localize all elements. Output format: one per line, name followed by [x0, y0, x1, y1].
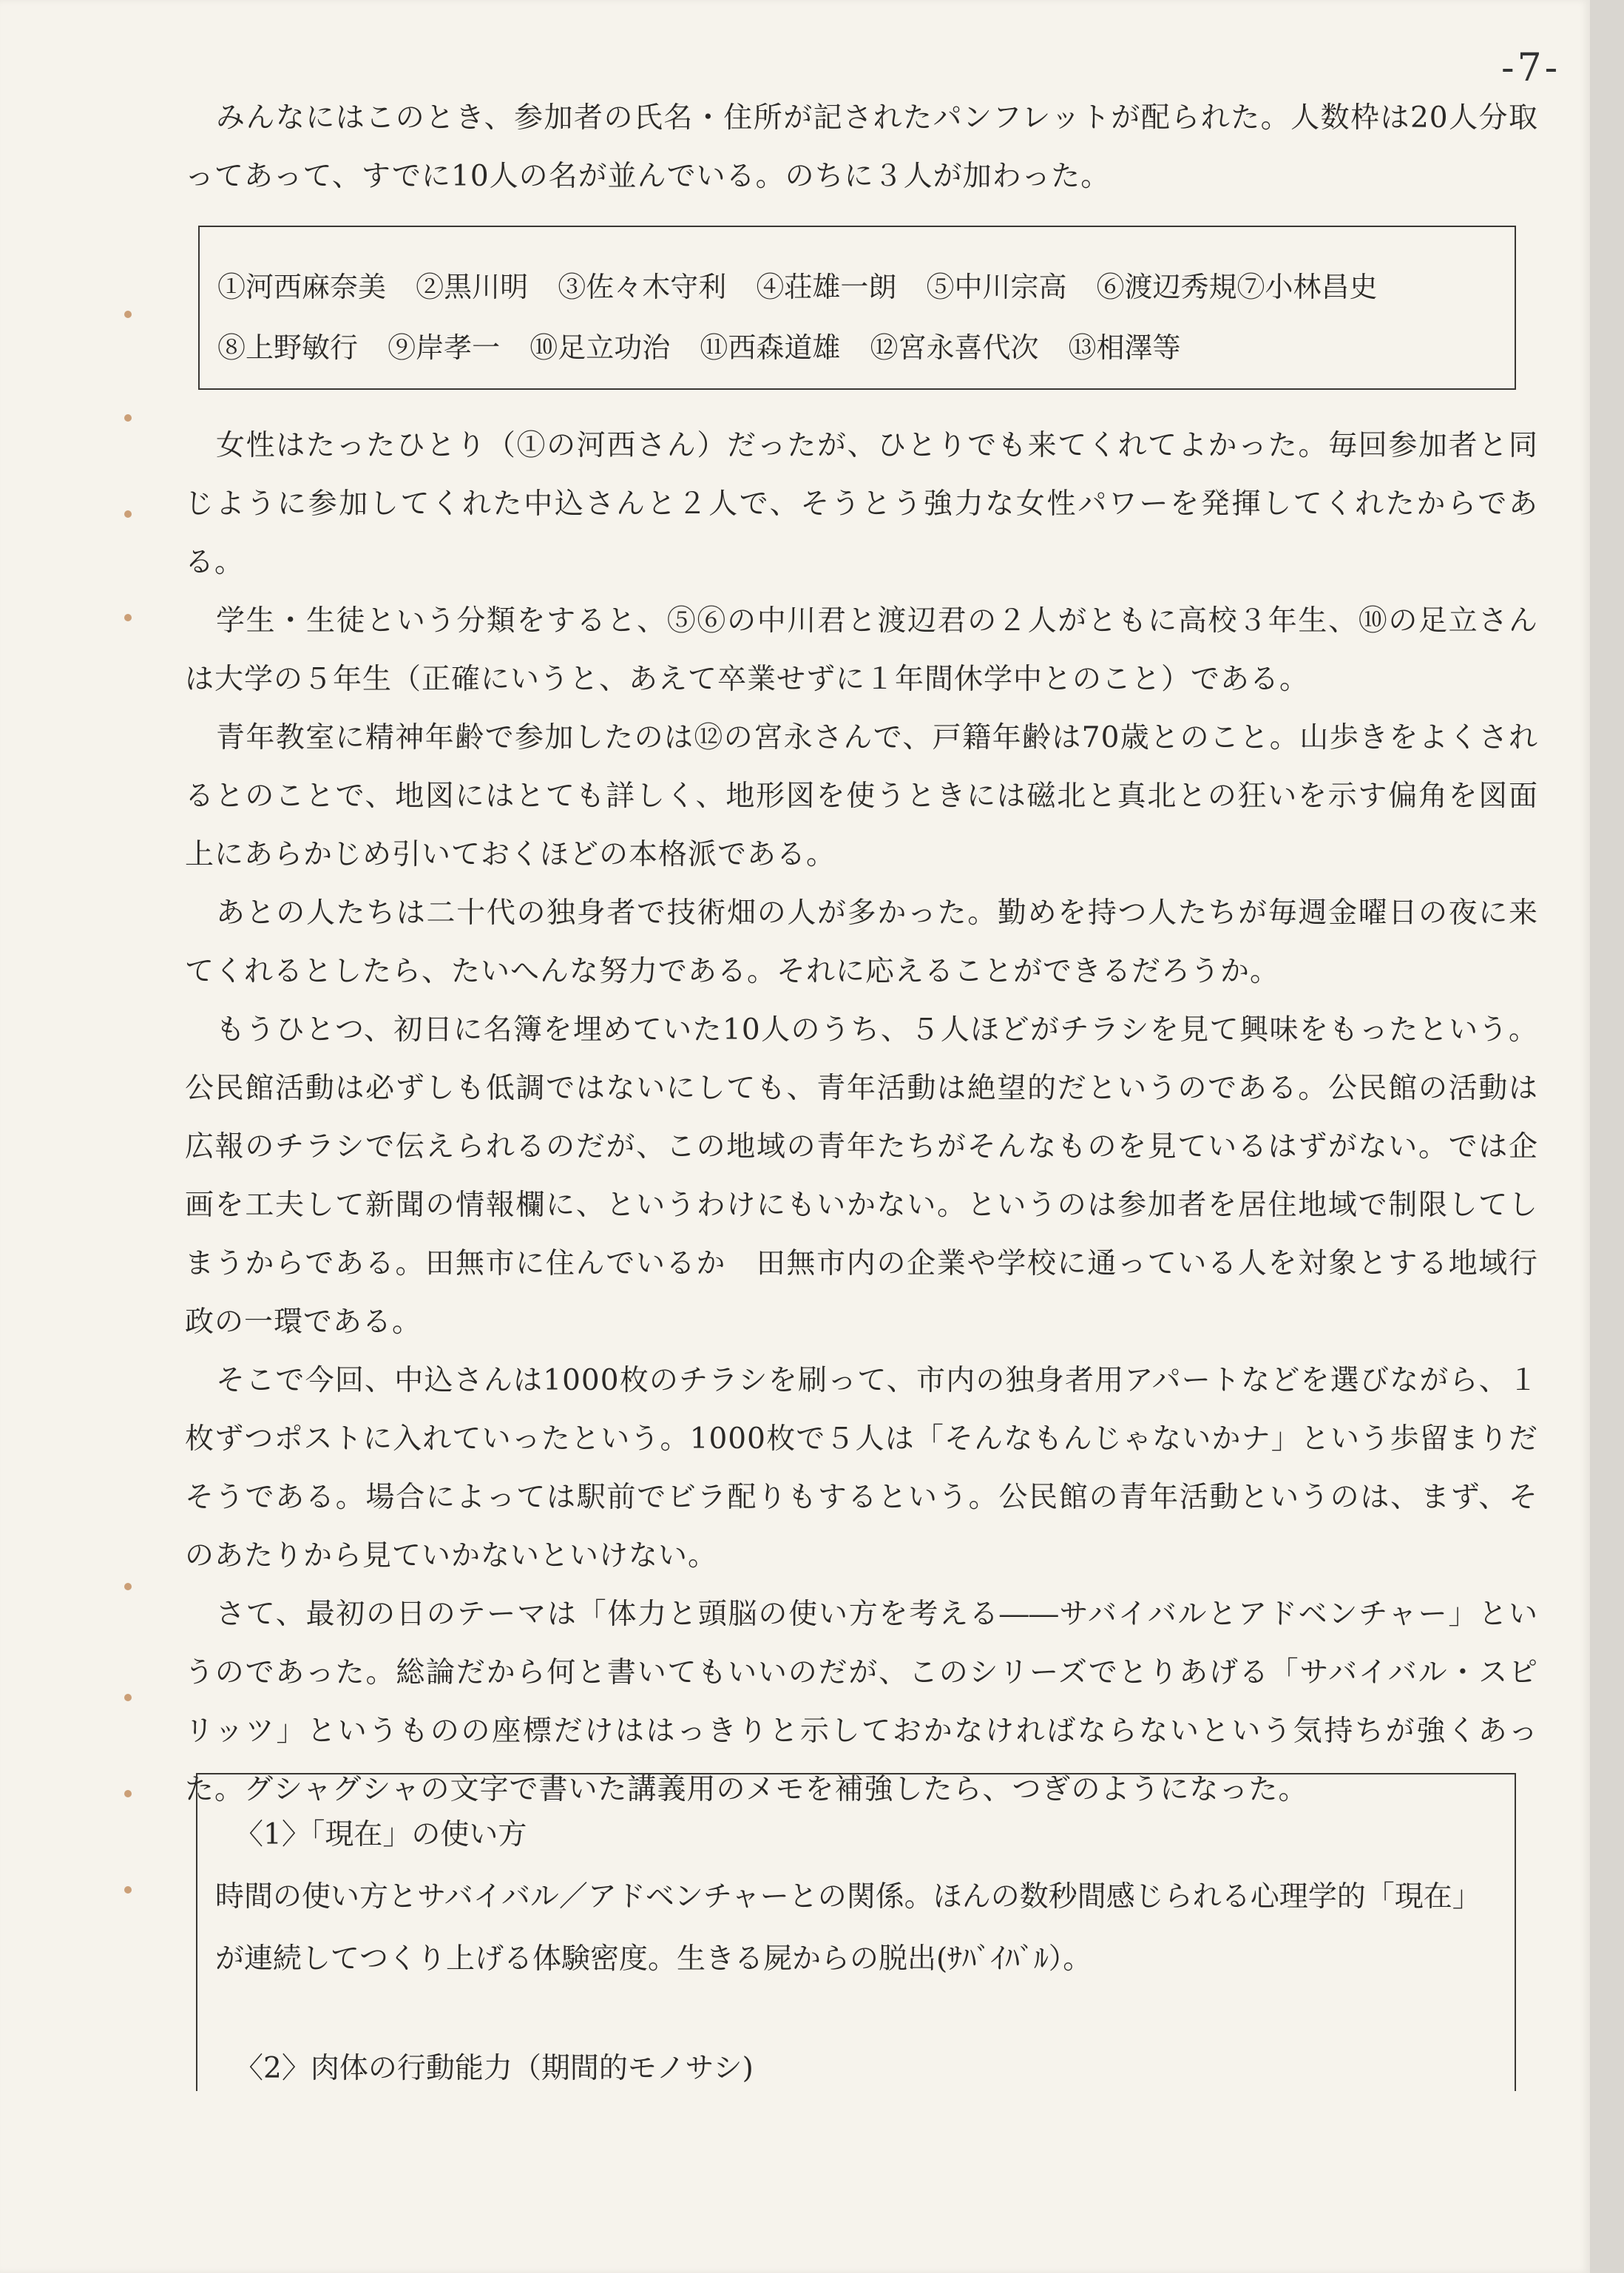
- punch-hole: [124, 1886, 132, 1894]
- punch-hole: [124, 1583, 132, 1590]
- participant-name: ⑩足立功治: [530, 331, 671, 364]
- punch-hole: [124, 311, 132, 318]
- participant-list-box: [198, 226, 1516, 390]
- punch-hole: [124, 1790, 132, 1797]
- participant-name: ③佐々木守利: [558, 271, 727, 303]
- lecture-outline-box: [196, 1773, 1516, 2091]
- paragraph: 女性はたったひとり（①の河西さん）だったが、ひとりでも来てくれてよかった。毎回参加者と同じように参加してくれた中込さんと２人で、そうとう強力な女性パワーを発揮してくれたからである。: [185, 429, 1538, 579]
- participant-name: ⑨岸孝一: [388, 331, 501, 364]
- participant-name: ⑧上野敏行: [217, 331, 359, 364]
- page-number: -7-: [1501, 46, 1561, 90]
- participant-name: ④荘雄一朗: [756, 271, 897, 303]
- paragraph: 学生・生徒という分類をすると、⑤⑥の中川君と渡辺君の２人がともに高校３年生、⑩の足立さんは大学の５年生（正確にいうと、あえて卒業せずに１年間休学中とのこと）である。: [185, 604, 1538, 696]
- body-text: [185, 416, 1538, 1819]
- participant-name: ⑫宮永喜代次: [870, 331, 1039, 364]
- paragraph: さて、最初の日のテーマは「体力と頭脳の使い方を考える――サバイバルとアドベンチャー」というのであった。総論だから何と書いてもいいのだが、このシリーズでとりあげる「サバイバル・スピリッツ」というものの座標だけははっきりと示しておかなければならないという気持ちが強くあった。グシャグシャの文字で書いた講義用のメモを補強したら、つぎのようになった。: [185, 1598, 1538, 1806]
- paragraph: そこで今回、中込さんは1000枚のチラシを刷って、市内の独身者用アパートなどを選びながら、１枚ずつポストに入れていったという。1000枚で５人は「そんなもんじゃないかナ」という歩留まりだそうである。場合によっては駅前でビラ配りもするという。公民館の青年活動というのは、まず、そのあたりから見ていかないといけない。: [185, 1364, 1538, 1573]
- outline-heading: 〈1〉「現在」の使い方: [234, 1818, 527, 1851]
- participant-name: ⑤中川宗高: [926, 271, 1067, 303]
- intro-paragraph: [185, 89, 1538, 206]
- paragraph: 青年教室に精神年齢で参加したのは⑫の宮永さんで、戸籍年齢は70歳とのこと。山歩きをよくされるとのことで、地図にはとても詳しく、地形図を使うときには磁北と真北との狂いを示す偏角を図面上にあらかじめ引いておくほどの本格派である。: [185, 721, 1538, 871]
- punch-hole: [124, 510, 132, 518]
- participant-name: ②黒川明: [416, 271, 529, 303]
- outline-body: 時間の使い方とサバイバル／アドベンチャーとの関係。ほんの数秒間感じられる心理学的「現在」が連続してつくり上げる体験密度。生きる屍からの脱出(ｻﾊﾞｲﾊﾞﾙ）。: [215, 1880, 1481, 1976]
- participant-line-2: [217, 317, 1497, 378]
- intro-text: みんなにはこのとき、参加者の氏名・住所が記されたパンフレットが配られた。人数枠は20人分取ってあって、すでに10人の名が並んでいる。のちに３人が加わった。: [185, 101, 1538, 193]
- participant-name: ⑪西森道雄: [700, 331, 841, 364]
- participant-line-1: [217, 257, 1497, 317]
- participant-name: ①河西麻奈美: [217, 271, 387, 303]
- participant-name: ⑬相澤等: [1068, 331, 1181, 364]
- paragraph: あとの人たちは二十代の独身者で技術畑の人が多かった。勤めを持つ人たちが毎週金曜日の夜に来てくれるとしたら、たいへんな努力である。それに応えることができるだろうか。: [185, 896, 1538, 988]
- participant-name: ⑥渡辺秀規⑦小林昌史: [1096, 271, 1378, 303]
- punch-hole: [124, 614, 132, 621]
- outline-heading: 〈2〉肉体の行動能力（期間的モノサシ): [234, 2052, 754, 2085]
- paragraph: もうひとつ、初日に名簿を埋めていた10人のうち、５人ほどがチラシを見て興味をもったという。公民館活動は必ずしも低調ではないにしても、青年活動は絶望的だというのである。公民館の活動は広報のチラシで伝えられるのだが、この地域の青年たちがそんなものを見ているはずがない。では企画を工夫して新聞の情報欄に、というわけにもいかない。というのは参加者を居住地域で制限してしまうからである。田無市に住んでいるか 田無市内の企業や学校に通っている人を対象とする地域行政の一環である。: [185, 1013, 1538, 1339]
- punch-hole: [124, 414, 132, 422]
- punch-hole: [124, 1694, 132, 1701]
- outline-spacer: [215, 1990, 1500, 2038]
